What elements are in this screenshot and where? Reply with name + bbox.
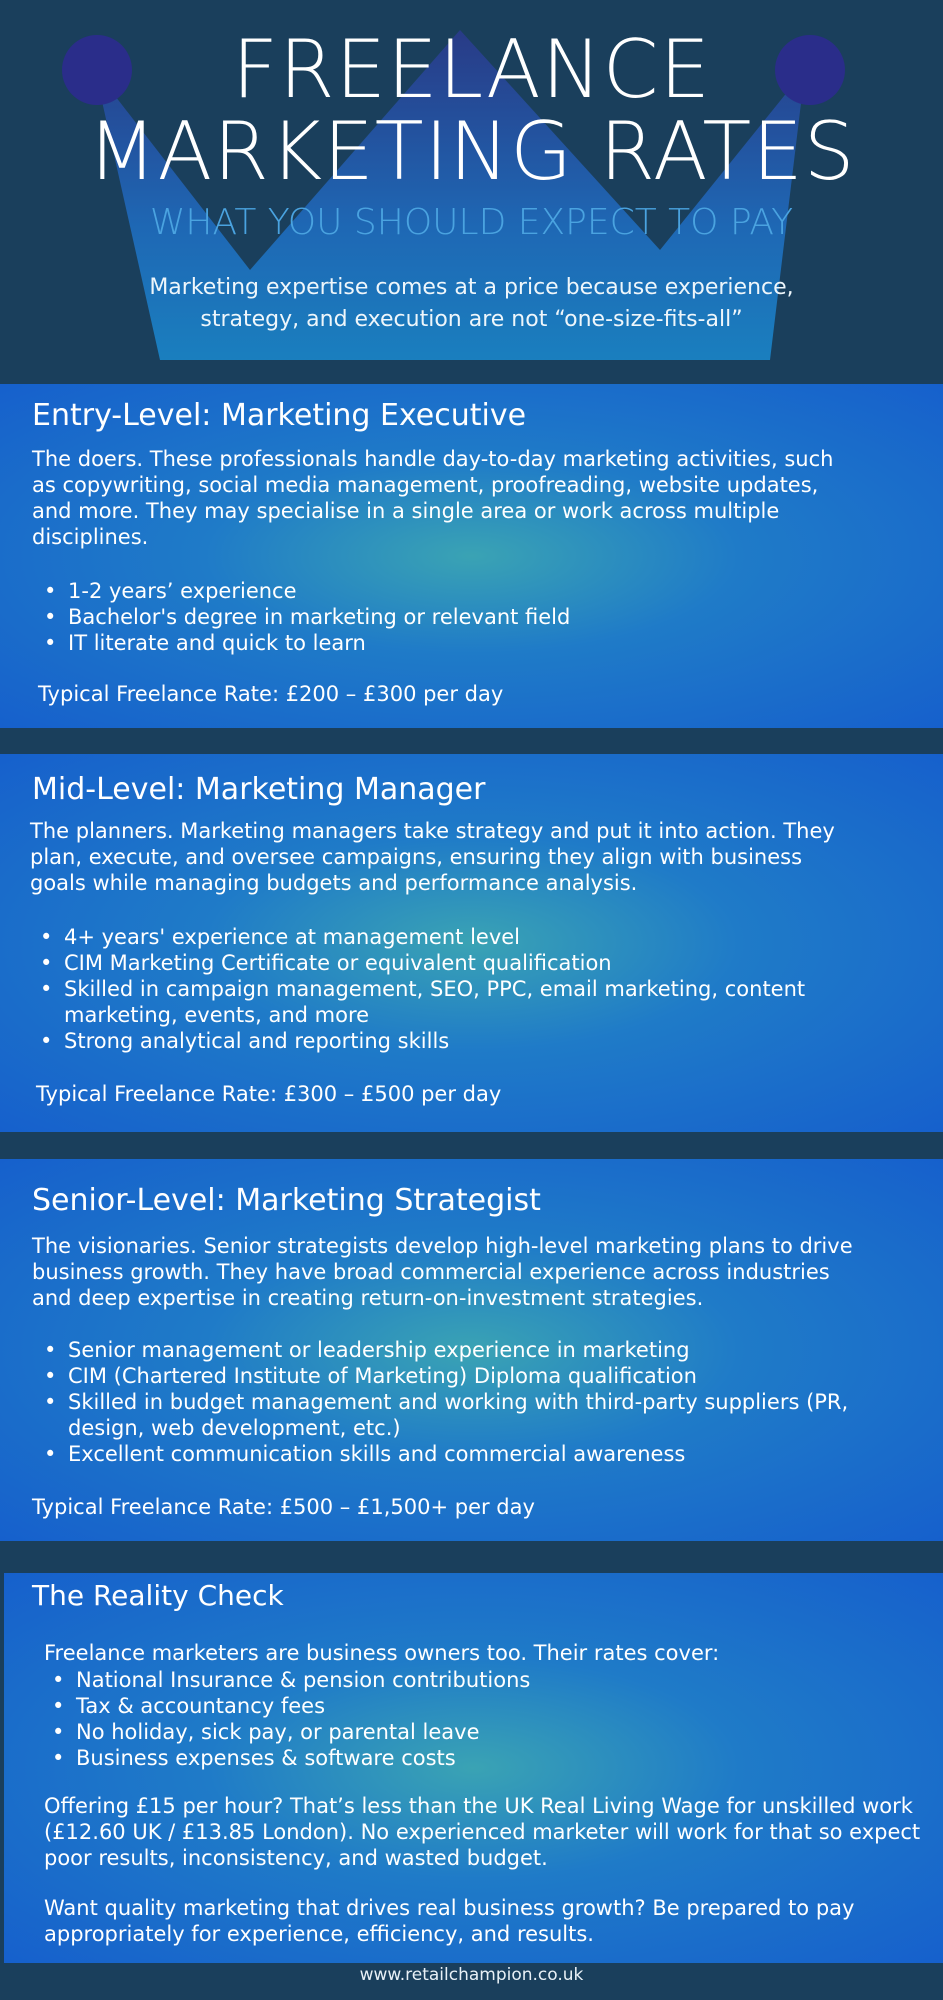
rate-text: Typical Freelance Rate: £200 – £300 per day	[38, 682, 504, 706]
section-bullets	[32, 1337, 892, 1467]
footer-url[interactable]: www.retailchampion.co.uk	[359, 1965, 584, 1985]
rate-text: Typical Freelance Rate: £300 – £500 per day	[36, 1082, 502, 1106]
section-mid-level	[0, 754, 943, 1132]
page-title-line1: FREELANCE	[231, 23, 712, 116]
bullet-item: • IT literate and quick to learn	[32, 630, 570, 656]
section-description: The visionaries. Senior strategists develop high-level marketing plans to drive business growth. They have broad commercial experience across industries and deep expertise in creating return-on-investment strategies.	[32, 1234, 853, 1310]
bullet-item: • Tax & accountancy fees	[40, 1693, 530, 1719]
section-description: The planners. Marketing managers take strategy and put it into action. They plan, execute, and oversee campaigns, ensuring they align with business goals while managing budgets and performance analysis.	[30, 819, 835, 895]
section-senior-level	[0, 1159, 943, 1541]
section-reality-check	[4, 1573, 943, 1963]
bullet-item: • Skilled in budget management and working with third-party suppliers (PR, design, web development, etc.)	[32, 1389, 892, 1441]
rate-text: Typical Freelance Rate: £500 – £1,500+ per day	[32, 1495, 535, 1519]
page-title-line2: MARKETING RATES	[87, 105, 856, 198]
reality-bullets	[40, 1667, 530, 1771]
bullet-item: • Bachelor's degree in marketing or relevant field	[32, 604, 570, 630]
reality-paragraph-2: Want quality marketing that drives real business growth? Be prepared to pay appropriately for experience, efficiency, and results.	[44, 1896, 855, 1946]
bullet-item: • No holiday, sick pay, or parental leave	[40, 1719, 530, 1745]
bullet-item: • 1-2 years’ experience	[32, 578, 570, 604]
intro-text: Marketing expertise comes at a price because experience, strategy, and execution are not “one-size-fits-all”	[149, 275, 794, 332]
section-description: The doers. These professionals handle day-to-day marketing activities, such as copywriting, social media management, proofreading, website updates, and more. They may specialise in a single area or work across multiple disciplines.	[32, 447, 834, 549]
page-subtitle: WHAT YOU SHOULD EXPECT TO PAY	[149, 202, 794, 243]
bullet-item: • Senior management or leadership experience in marketing	[32, 1337, 892, 1363]
bullet-item: • 4+ years' experience at management level	[28, 924, 828, 950]
section-heading: Mid-Level: Marketing Manager	[32, 772, 486, 807]
bullet-item: • Skilled in campaign management, SEO, PPC, email marketing, content marketing, events, and more	[28, 976, 828, 1028]
bullet-item: • National Insurance & pension contributions	[40, 1667, 530, 1693]
bullet-item: • Excellent communication skills and commercial awareness	[32, 1441, 892, 1467]
section-heading: Senior-Level: Marketing Strategist	[32, 1183, 541, 1218]
reality-lead: Freelance marketers are business owners too. Their rates cover:	[44, 1641, 720, 1665]
bullet-item: • CIM (Chartered Institute of Marketing) Diploma qualification	[32, 1363, 892, 1389]
section-bullets	[32, 578, 570, 656]
bullet-item: • Strong analytical and reporting skills	[28, 1028, 828, 1054]
reality-paragraph-1: Offering £15 per hour? That’s less than the UK Real Living Wage for unskilled work (£12.60 UK / £13.85 London). No experienced marketer will work for that so expect poor results, inconsistency, and wasted budget.	[44, 1794, 921, 1870]
section-entry-level	[0, 384, 943, 728]
section-heading: Entry-Level: Marketing Executive	[32, 398, 527, 433]
bullet-item: • CIM Marketing Certificate or equivalent qualification	[28, 950, 828, 976]
header	[0, 0, 943, 384]
bullet-item: • Business expenses & software costs	[40, 1745, 530, 1771]
section-bullets	[28, 924, 828, 1054]
section-heading: The Reality Check	[32, 1579, 284, 1612]
